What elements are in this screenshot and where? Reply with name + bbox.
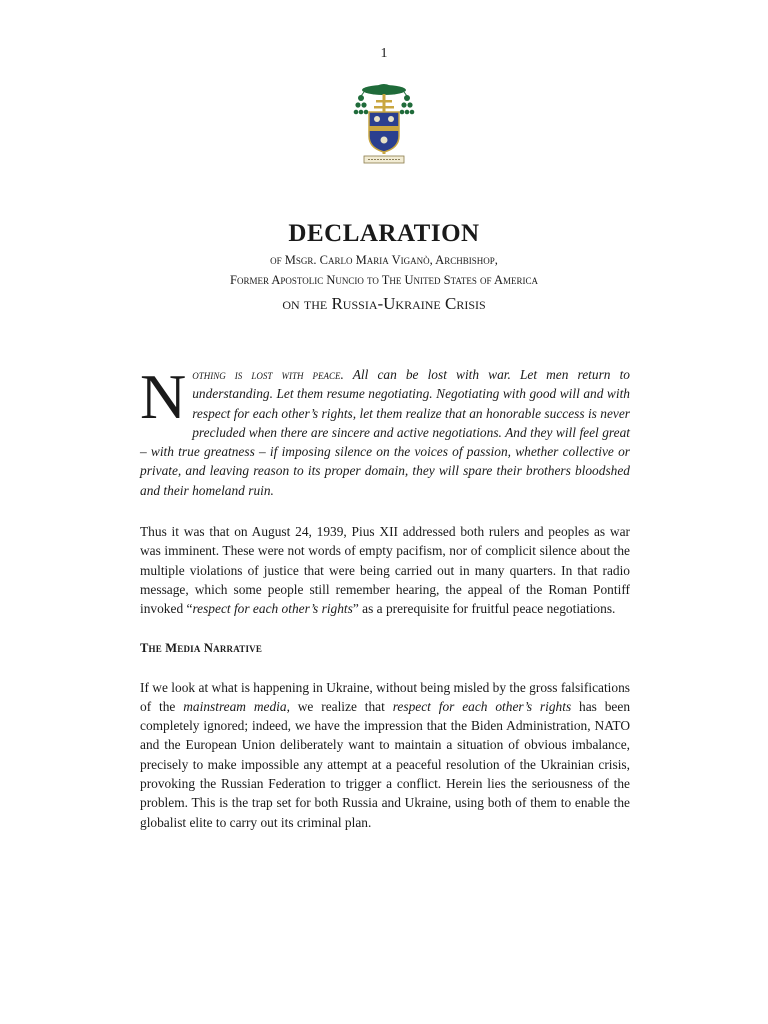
- paragraph-media-narrative: [140, 678, 630, 832]
- author-title-line: Former Apostolic Nuncio to The United States of America: [230, 273, 538, 287]
- paragraph-emphasis: respect for each other’s rights: [392, 698, 572, 714]
- author-line: of Msgr. Carlo Maria Viganò, Archbishop,: [270, 253, 498, 267]
- page-number: 1: [380, 46, 388, 61]
- drop-cap: N: [140, 361, 187, 432]
- paragraph-text: ” as a prerequisite for fruitful peace negotiations.: [352, 601, 616, 617]
- section-heading: The Media Narrative: [140, 640, 263, 655]
- paragraph-text: If we look at what is happening in Ukraine, without being misled by the gross falsifications of the: [140, 679, 630, 714]
- opening-quote: [140, 361, 630, 500]
- document-body: [140, 361, 631, 832]
- paragraph-pius-xii: [140, 522, 630, 618]
- paragraph-text: Thus it was that on August 24, 1939, Pius XII addressed both rulers and peoples as war was imminent. These were not words of empty pacifism, nor of complicit silence about the multiple violations of justice that were being carried out in many quarters. In that radio message, which some people still remember hearing, the appeal of the Roman Pontiff invoked “: [140, 524, 630, 617]
- subject-line: on the Russia-Ukraine Crisis: [282, 294, 486, 313]
- opening-text: All can be lost with war. Let men return to understanding. Let them resume negotiating. Negotiating with good will and with respect for each other’s rights, let them realize that an honorable success is never precluded when there are sincere and active negotiations. And they will feel great – with true greatness – if imposing silence on the voices of passion, whether collective or private, and leaving reason to its proper domain, they will spare their brothers bloodshed and their homeland ruin.: [140, 367, 630, 498]
- paragraph-quote: respect for each other’s rights: [192, 601, 353, 617]
- paragraph-text: , we realize that: [286, 698, 393, 714]
- paragraph-emphasis: mainstream media: [183, 698, 287, 714]
- declaration-header: [0, 218, 768, 317]
- document-title: DECLARATION: [288, 220, 480, 247]
- opening-lead: othing is lost with peace.: [192, 367, 344, 382]
- coat-of-arms-icon: [352, 80, 416, 166]
- paragraph-text: has been completely ignored; indeed, we have the impression that the Biden Administration, NATO and the European Union deliberately want to maintain a situation of obvious imbalance, precisely to make impossible any attempt at a peaceful resolution of the Ukrainian crisis, provoking the Russian Federation to trigger a conflict. Herein lies the seriousness of the problem. This is the trap set for both Russia and Ukraine, using both of them to enable the globalist elite to carry out its criminal plan.: [140, 698, 631, 830]
